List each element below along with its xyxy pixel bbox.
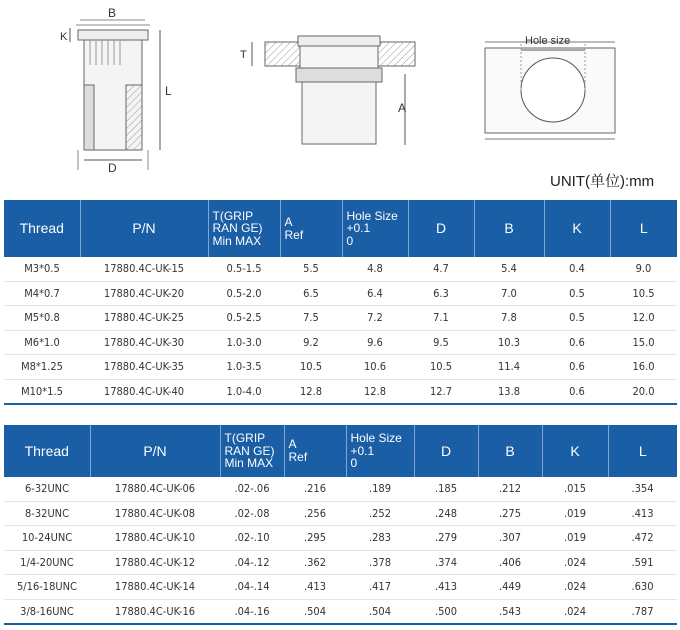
table-cell: 10-24UNC (4, 526, 90, 551)
table-cell: .04-.12 (220, 550, 284, 575)
table-cell: 5.5 (280, 257, 342, 281)
table-cell: .024 (542, 550, 608, 575)
table-row (4, 306, 677, 331)
table-cell: 4.8 (342, 257, 408, 281)
table-cell: 3/8-16UNC (4, 599, 90, 624)
table-cell: .015 (542, 477, 608, 501)
table-cell: .406 (478, 550, 542, 575)
table-cell: 10.5 (408, 355, 474, 380)
table-cell: .417 (346, 575, 414, 600)
table-cell: .378 (346, 550, 414, 575)
table-row (4, 477, 677, 501)
table-cell: 0.4 (544, 257, 610, 281)
table-cell: .362 (284, 550, 346, 575)
table-cell: 17880.4C-UK-06 (90, 477, 220, 501)
rivet-nut-side-view (70, 20, 160, 170)
header-cell: A Ref (280, 200, 342, 257)
table-cell: 0.5-2.5 (208, 306, 280, 331)
table-cell: 17880.4C-UK-40 (80, 379, 208, 404)
table-cell: .04-.14 (220, 575, 284, 600)
header-cell: Thread (4, 200, 80, 257)
label-b: B (108, 6, 117, 20)
unit-label: UNIT(单位):mm (550, 173, 655, 190)
table-cell: 9.0 (610, 257, 677, 281)
table-cell: 7.2 (342, 306, 408, 331)
header-cell: K (542, 425, 608, 477)
table-cell: .189 (346, 477, 414, 501)
header-cell: D (414, 425, 478, 477)
table-cell: 17880.4C-UK-08 (90, 501, 220, 526)
table-cell: M5*0.8 (4, 306, 80, 331)
table-cell: .02-.08 (220, 501, 284, 526)
table-cell: 1/4-20UNC (4, 550, 90, 575)
table-cell: .248 (414, 501, 478, 526)
table-cell: M6*1.0 (4, 330, 80, 355)
installed-view (252, 36, 415, 145)
table-cell: M4*0.7 (4, 281, 80, 306)
table-cell: .543 (478, 599, 542, 624)
table-cell: 0.5-2.0 (208, 281, 280, 306)
table-cell: 6.4 (342, 281, 408, 306)
table-cell: .374 (414, 550, 478, 575)
table-cell: 10.6 (342, 355, 408, 380)
table-cell: .500 (414, 599, 478, 624)
table-cell: .504 (346, 599, 414, 624)
table-cell: .275 (478, 501, 542, 526)
table-cell: .354 (608, 477, 677, 501)
label-a: A (398, 101, 407, 115)
header-row (4, 425, 677, 477)
table-cell: 0.6 (544, 379, 610, 404)
metric-rows (4, 257, 677, 404)
metric-spec-table (4, 200, 677, 405)
table-cell: M3*0.5 (4, 257, 80, 281)
header-cell: Hole Size +0.1 0 (342, 200, 408, 257)
header-cell: Hole Size +0.1 0 (346, 425, 414, 477)
table-cell: .449 (478, 575, 542, 600)
table-cell: 5.4 (474, 257, 544, 281)
hole-view (485, 42, 615, 139)
header-row (4, 200, 677, 257)
table-cell: .252 (346, 501, 414, 526)
table-cell: 7.1 (408, 306, 474, 331)
header-cell: B (478, 425, 542, 477)
table-cell: 0.6 (544, 355, 610, 380)
table-cell: .02-.10 (220, 526, 284, 551)
table-cell: 6.3 (408, 281, 474, 306)
table-cell: 16.0 (610, 355, 677, 380)
table-row (4, 575, 677, 600)
header-cell: K (544, 200, 610, 257)
table-cell: 7.8 (474, 306, 544, 331)
table-cell: 17880.4C-UK-25 (80, 306, 208, 331)
table-cell: 13.8 (474, 379, 544, 404)
table-cell: 12.8 (280, 379, 342, 404)
table-cell: 1.0-4.0 (208, 379, 280, 404)
table-cell: 10.5 (610, 281, 677, 306)
table-cell: 0.5-1.5 (208, 257, 280, 281)
table-cell: .212 (478, 477, 542, 501)
table-cell: .02-.06 (220, 477, 284, 501)
label-l: L (165, 84, 172, 98)
header-cell: P/N (90, 425, 220, 477)
table-cell: 12.8 (342, 379, 408, 404)
table-cell: .216 (284, 477, 346, 501)
table-cell: .019 (542, 526, 608, 551)
table-cell: 6.5 (280, 281, 342, 306)
table-cell: .413 (284, 575, 346, 600)
table-cell: 12.0 (610, 306, 677, 331)
table-cell: M8*1.25 (4, 355, 80, 380)
table-cell: 17880.4C-UK-30 (80, 330, 208, 355)
table-row (4, 257, 677, 281)
header-cell: D (408, 200, 474, 257)
table-cell: .307 (478, 526, 542, 551)
table-cell: 11.4 (474, 355, 544, 380)
table-cell: 17880.4C-UK-10 (90, 526, 220, 551)
table-cell: 9.2 (280, 330, 342, 355)
table-cell: 17880.4C-UK-35 (80, 355, 208, 380)
table-row (4, 550, 677, 575)
table-cell: 17880.4C-UK-20 (80, 281, 208, 306)
table-cell: .024 (542, 575, 608, 600)
table-cell: 17880.4C-UK-12 (90, 550, 220, 575)
table-cell: .504 (284, 599, 346, 624)
table-cell: .024 (542, 599, 608, 624)
table-cell: 10.5 (280, 355, 342, 380)
table-cell: 17880.4C-UK-14 (90, 575, 220, 600)
table-cell: 17880.4C-UK-15 (80, 257, 208, 281)
table-cell: .256 (284, 501, 346, 526)
table-cell: 9.5 (408, 330, 474, 355)
header-cell: T(GRIP RAN GE) Min MAX (220, 425, 284, 477)
table-cell: 0.5 (544, 281, 610, 306)
table-cell: 15.0 (610, 330, 677, 355)
table-cell: .591 (608, 550, 677, 575)
product-diagram (0, 0, 680, 190)
unc-spec-table (4, 425, 677, 625)
table-cell: .185 (414, 477, 478, 501)
table-cell: 4.7 (408, 257, 474, 281)
table-cell: 1.0-3.0 (208, 330, 280, 355)
table-cell: .787 (608, 599, 677, 624)
label-t: T (240, 49, 247, 61)
table-cell: .472 (608, 526, 677, 551)
table-cell: 7.5 (280, 306, 342, 331)
table-cell: 6-32UNC (4, 477, 90, 501)
unc-rows (4, 477, 677, 624)
table-cell: 7.0 (474, 281, 544, 306)
table-cell: .283 (346, 526, 414, 551)
header-cell: T(GRIP RAN GE) Min MAX (208, 200, 280, 257)
table-cell: .019 (542, 501, 608, 526)
label-k: K (60, 31, 68, 43)
table-cell: 0.6 (544, 330, 610, 355)
table-cell: 17880.4C-UK-16 (90, 599, 220, 624)
table-row (4, 355, 677, 380)
header-cell: P/N (80, 200, 208, 257)
label-d: D (108, 161, 117, 175)
table-cell: 5/16-18UNC (4, 575, 90, 600)
header-cell: L (608, 425, 677, 477)
label-hole-size: Hole size (525, 35, 571, 47)
header-cell: L (610, 200, 677, 257)
table-cell: .295 (284, 526, 346, 551)
table-cell: .04-.16 (220, 599, 284, 624)
table-cell: 9.6 (342, 330, 408, 355)
table-row (4, 379, 677, 404)
table-cell: .413 (414, 575, 478, 600)
table-cell: 10.3 (474, 330, 544, 355)
header-cell: B (474, 200, 544, 257)
table-cell: .630 (608, 575, 677, 600)
table-cell: M10*1.5 (4, 379, 80, 404)
table-row (4, 599, 677, 624)
table-cell: 20.0 (610, 379, 677, 404)
table-cell: .413 (608, 501, 677, 526)
table-row (4, 526, 677, 551)
table-cell: 12.7 (408, 379, 474, 404)
table-row (4, 330, 677, 355)
table-row (4, 281, 677, 306)
table-row (4, 501, 677, 526)
table-cell: 8-32UNC (4, 501, 90, 526)
header-cell: A Ref (284, 425, 346, 477)
header-cell: Thread (4, 425, 90, 477)
table-cell: .279 (414, 526, 478, 551)
table-cell: 0.5 (544, 306, 610, 331)
table-cell: 1.0-3.5 (208, 355, 280, 380)
